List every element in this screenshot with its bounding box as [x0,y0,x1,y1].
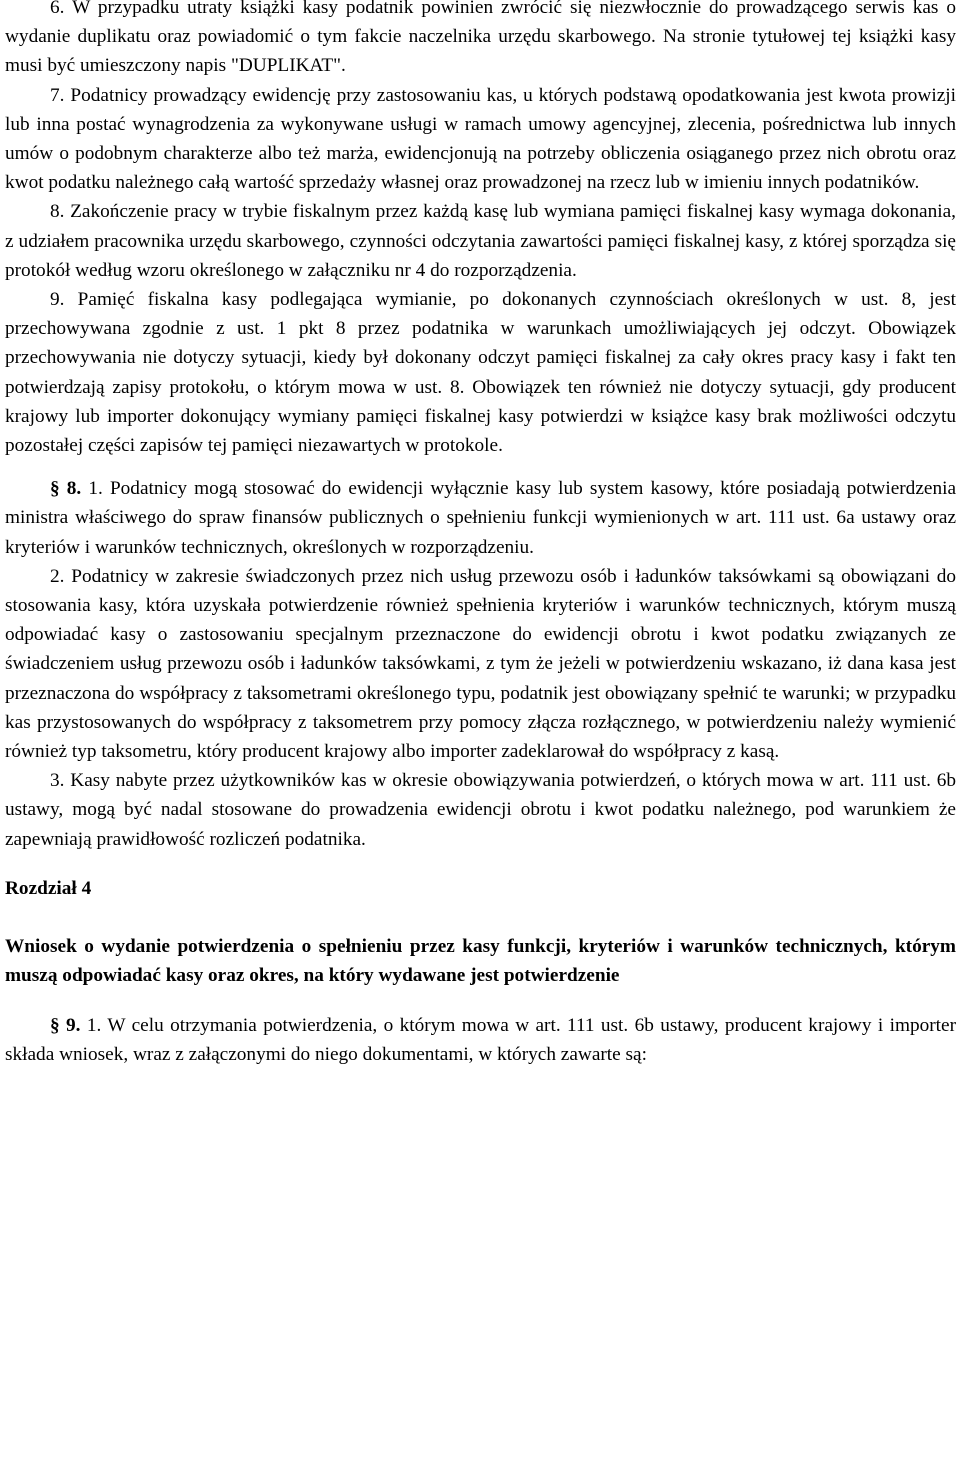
paragraph-text: Podatnicy w zakresie świadczonych przez nich usług przewozu osób i ładunków taksówkami są obowiązani do stosowania kasy, która uzyskała potwierdzenie również spełnienia kryteriów i warunków technicznych, którym muszą odpowiadać kasy o zastosowaniu specjalnym przeznaczone do ewidencji obrotu i kwot podatku związanych ze świadczeniem usług przewozu osób i ładunków taksówkami, z tym że jeżeli w potwierdzeniu wskazano, iż dana kasa jest przeznaczona do współpracy z taksometrami określonego typu, podatnik jest obowiązany spełnić te warunki; w przypadku kas przystosowanych do współpracy z taksometrem przy pomocy złącza rozłącznego, w potwierdzeniu należy wymienić również typ taksometru, który producent krajowy albo importer zadeklarował do współpracy z kasą. [5,565,956,763]
paragraph-9 [5,285,956,460]
spacer [5,460,956,474]
section-number: § 8. [50,478,82,500]
chapter-heading: Rozdział 4 [5,877,92,899]
spacer [5,991,956,1011]
paragraph-number: 6. [50,0,65,18]
paragraph-text: Podatnicy prowadzący ewidencję przy zastosowaniu kas, u których podstawą opodatkowania jest kwota prowizji lub inna postać wynagrodzenia za wykonywane usługi w ramach umowy agencyjnej, zlecenia, pośrednictwa lub innych umów o podobnym charakterze albo też marża, ewidencjonują na potrzeby obliczenia osiąganego przez nich obrotu oraz kwot podatku należnego całą wartość sprzedaży własnej oraz prowadzonej na rzecz lub w imieniu innych podatników. [5,84,956,194]
paragraph-number: 1. [86,1014,102,1036]
paragraph-8 [5,197,956,285]
document-page [5,0,956,1069]
section-9-paragraph-1 [5,1011,956,1069]
paragraph-number: 8. [50,201,65,223]
paragraph-number: 9. [50,289,65,311]
spacer [5,854,956,874]
paragraph-number: 7. [50,84,65,106]
spacer [5,903,956,932]
paragraph-number: 2. [50,565,65,587]
paragraph-6 [5,0,956,81]
paragraph-text: Pamięć fiskalna kasy podlegająca wymianie, po dokonanych czynnościach określonych w ust. 8, jest przechowywana zgodnie z ust. 1 pkt 8 przez podatnika w warunkach umożliwiających jej odczyt. Obowiązek przechowywania nie dotyczy sytuacji, kiedy był dokonany odczyt pamięci fiskalnej za cały okres pracy kasy i fakt ten potwierdzają zapisy protokołu, o którym mowa w ust. 8. Obowiązek ten również nie dotyczy sytuacji, gdy producent krajowy lub importer dokonujący wymiany pamięci fiskalnej kasy potwierdzi w książce kasy brak możliwości odczytu pozostałej części zapisów tej pamięci niezawartych w protokole. [5,289,956,457]
paragraph-text: W celu otrzymania potwierdzenia, o którym mowa w art. 111 ust. 6b ustawy, producent krajowy i importer składa wniosek, wraz z załączonymi do niego dokumentami, w których zawarte są: [5,1014,956,1065]
paragraph-text: Zakończenie pracy w trybie fiskalnym przez każdą kasę lub wymiana pamięci fiskalnej kasy wymaga dokonania, z udziałem pracownika urzędu skarbowego, czynności odczytania zawartości pamięci fiskalnej kasy, z której sporządza się protokół według wzoru określonego w załączniku nr 4 do rozporządzenia. [5,201,956,281]
section-8-paragraph-3 [5,766,956,854]
section-8-paragraph-1 [5,474,956,562]
paragraph-7 [5,81,956,198]
paragraph-text: W przypadku utraty książki kasy podatnik powinien zwrócić się niezwłocznie do prowadzącego serwis kas o wydanie duplikatu oraz powiadomić o tym fakcie naczelnika urzędu skarbowego. Na stronie tytułowej tej książki kasy musi być umieszczony napis "DUPLIKAT". [5,0,956,77]
paragraph-number: 3. [50,770,65,792]
paragraph-text: Kasy nabyte przez użytkowników kas w okresie obowiązywania potwierdzeń, o których mowa w art. 111 ust. 6b ustawy, mogą być nadal stosowane do prowadzenia ewidencji obrotu i kwot podatku należnego, pod warunkiem że zapewniają prawidłowość rozliczeń podatnika. [5,770,956,850]
section-number: § 9. [50,1014,81,1036]
paragraph-text: Podatnicy mogą stosować do ewidencji wyłącznie kasy lub system kasowy, które posiadają potwierdzenia ministra właściwego do spraw finansów publicznych o spełnieniu funkcji wymienionych w art. 111 ust. 6a ustawy oraz kryteriów i warunków technicznych, określonych w rozporządzeniu. [5,478,956,558]
section-8-paragraph-2 [5,562,956,766]
paragraph-number: 1. [88,478,103,500]
chapter-title: Wniosek o wydanie potwierdzenia o spełnieniu przez kasy funkcji, kryteriów i warunków technicznych, którym muszą odpowiadać kasy oraz okres, na który wydawane jest potwierdzenie [5,936,956,987]
